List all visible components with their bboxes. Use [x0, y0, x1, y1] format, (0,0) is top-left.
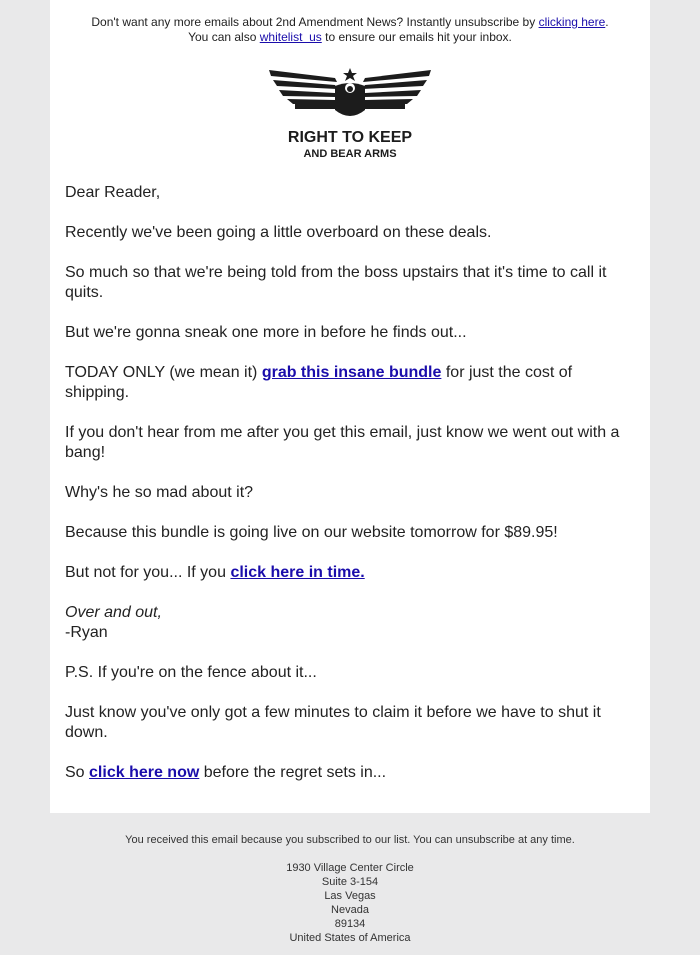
- paragraph-8: [65, 563, 625, 583]
- email-card: [50, 0, 650, 813]
- address-line: United States of America: [289, 932, 411, 944]
- email-footer: [0, 833, 700, 945]
- paragraph-8-start: But not for you... If you: [65, 564, 226, 581]
- preheader: [50, 0, 650, 45]
- mailing-address: [0, 861, 700, 945]
- address-line: Las Vegas: [324, 890, 376, 902]
- paragraph-4: [65, 363, 625, 403]
- whitelist-link[interactable]: whitelist us: [259, 30, 322, 44]
- signoff: Over and out,: [65, 604, 162, 621]
- unsubscribe-link[interactable]: clicking here: [538, 15, 606, 29]
- paragraph-5: If you don't hear from me after you get this email, just know we went out with a bang!: [65, 424, 620, 461]
- paragraph-1: Recently we've been going a little overboard on these deals.: [65, 224, 492, 241]
- paragraph-10: [65, 763, 625, 783]
- paragraph-2: So much so that we're being told from the boss upstairs that it's time to call it quits.: [65, 264, 607, 301]
- paragraph-4-start: TODAY ONLY (we mean it): [65, 364, 258, 381]
- bundle-link[interactable]: grab this insane bundle: [261, 364, 442, 381]
- subscription-note: You received this email because you subscribed to our list. You can unsubscribe at any time.: [125, 834, 575, 846]
- address-line: Suite 3-154: [321, 876, 379, 888]
- preheader-line1-text: Don't want any more emails about 2nd Amendment News? Instantly unsubscribe by: [91, 15, 536, 29]
- address-line: 1930 Village Center Circle: [286, 862, 414, 874]
- address-line: 89134: [334, 918, 366, 930]
- paragraph-4-end: for just the cost of shipping.: [65, 364, 573, 401]
- paragraph-7: Because this bundle is going live on our website tomorrow for $89.95!: [65, 524, 558, 541]
- click-here-now-link[interactable]: click here now: [89, 764, 200, 781]
- signoff-block: [65, 603, 625, 643]
- paragraph-3: But we're gonna sneak one more in before he finds out...: [65, 324, 467, 341]
- address-line: Nevada: [331, 904, 369, 916]
- paragraph-10-start: So: [65, 764, 85, 781]
- eagle-logo-icon: [265, 66, 435, 162]
- paragraph-10-end: before the regret sets in...: [203, 764, 387, 781]
- preheader-line1-end: .: [605, 15, 609, 29]
- postscript: P.S. If you're on the fence about it...: [65, 664, 317, 681]
- paragraph-9: Just know you've only got a few minutes to claim it before we have to shut it down.: [65, 704, 601, 741]
- logo-line2: AND BEAR ARMS: [303, 148, 397, 160]
- logo-line1: RIGHT TO KEEP: [287, 129, 413, 146]
- greeting: Dear Reader,: [65, 184, 161, 201]
- email-body: [65, 183, 625, 803]
- paragraph-6: Why's he so mad about it?: [65, 484, 254, 501]
- click-in-time-link[interactable]: click here in time.: [230, 564, 365, 581]
- preheader-line2-start: You can also: [188, 30, 257, 44]
- brand-logo: [265, 66, 435, 162]
- signature: -Ryan: [65, 624, 108, 641]
- preheader-line2-end: to ensure our emails hit your inbox.: [325, 30, 512, 44]
